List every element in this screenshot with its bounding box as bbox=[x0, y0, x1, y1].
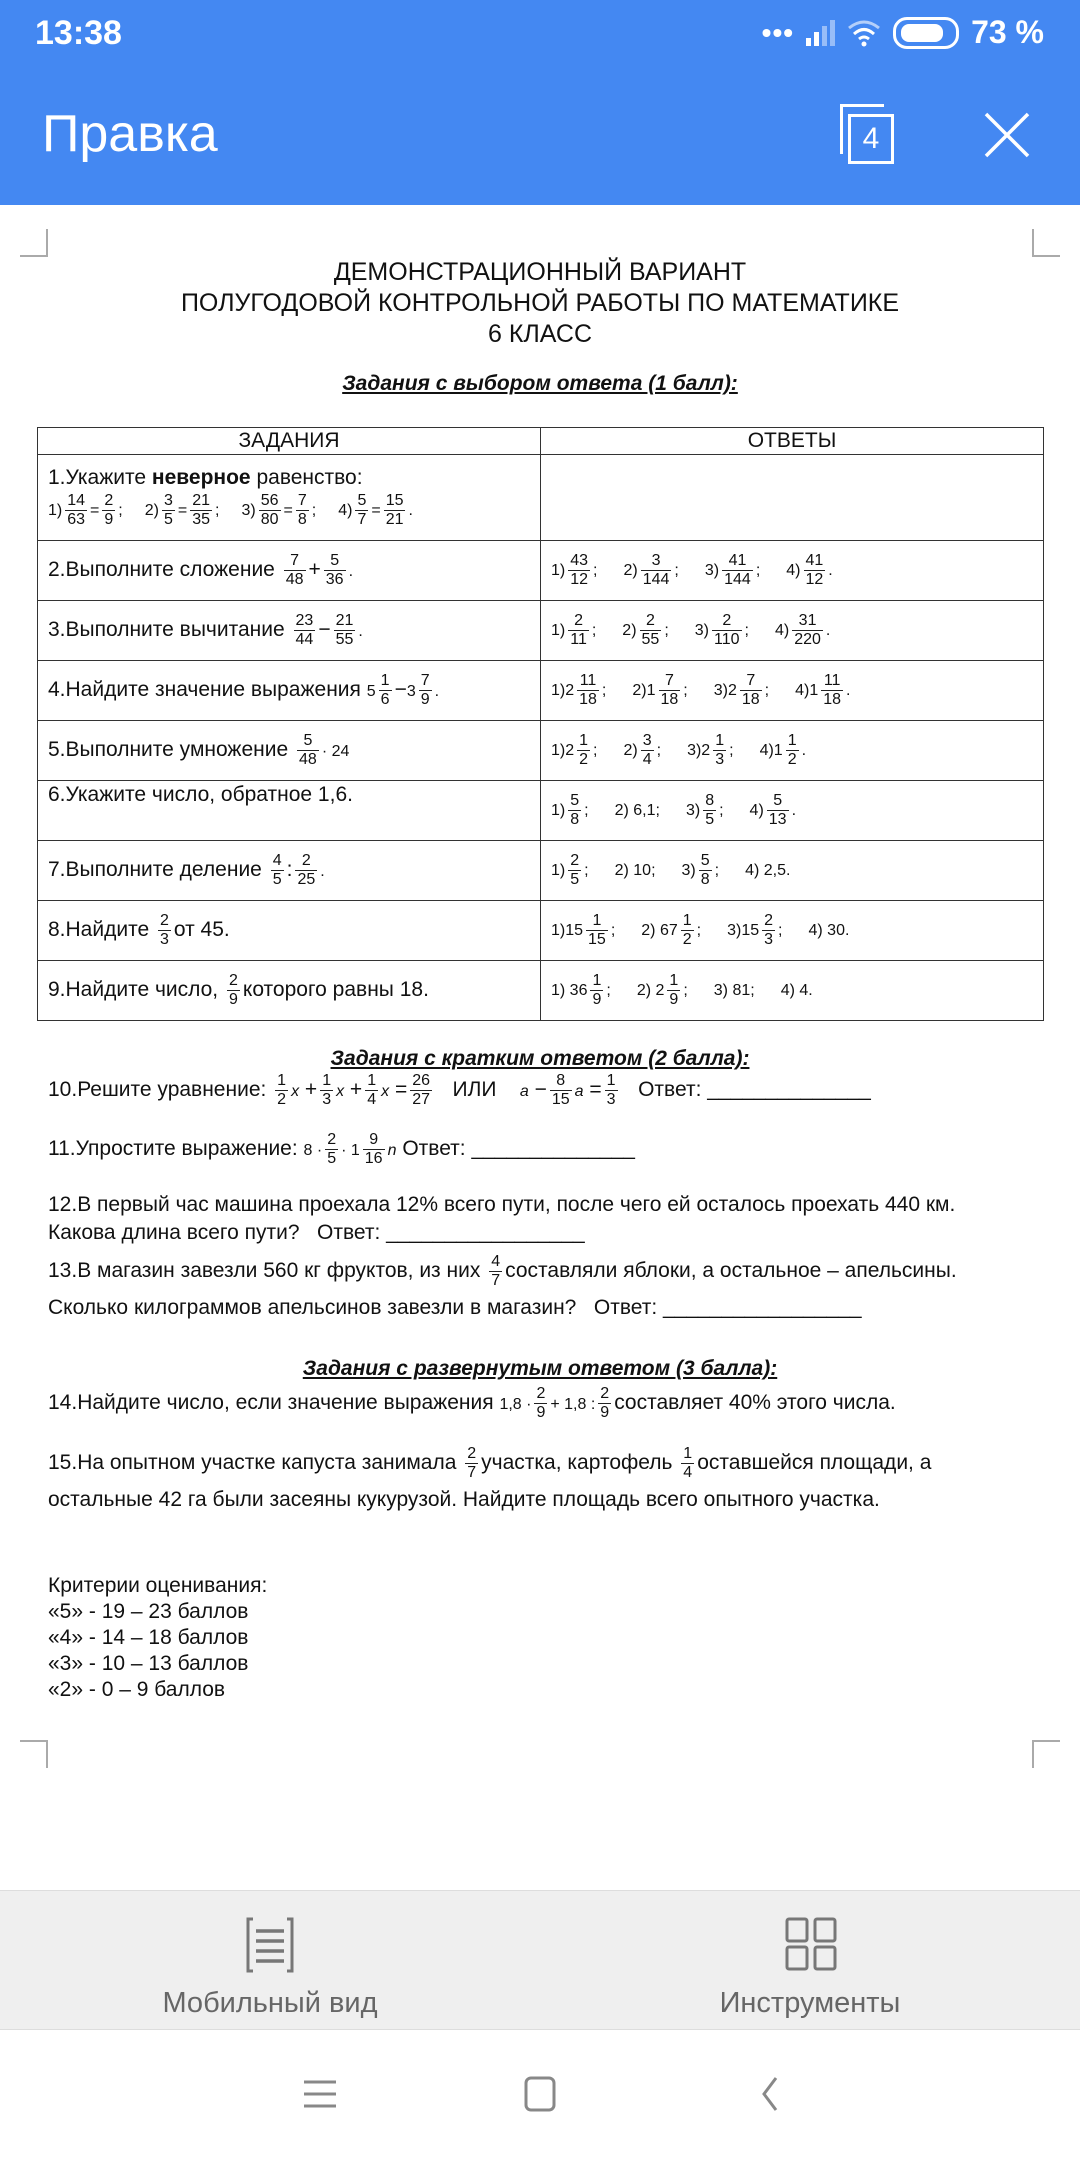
table-row: 3.Выполните вычитание $\frac{23}{44}$ − $\frac{21}{55}$ . 1) $\frac{2}{11}$ ; 2) $\frac{2}{55}$ ; 3) $\frac{2}{110}$ ; 4) $\frac{31}{220}$ . bbox=[38, 601, 1044, 661]
column-header-tasks: ЗАДАНИЯ bbox=[38, 428, 541, 455]
answer-option: 2) $\frac{2}{55}$ ; bbox=[622, 612, 669, 648]
more-dots-icon: ••• bbox=[761, 16, 795, 48]
answer-option: 2) $\frac{3}{144}$ ; bbox=[623, 552, 679, 588]
task-11: 11.Упростите выражение: 8 · $\frac{2}{5}$ · 1 $\frac{9}{16}$ n Ответ: ______________ bbox=[48, 1131, 635, 1167]
system-nav-bar bbox=[0, 2030, 1080, 2160]
task-text: 6.Укажите число, обратное 1,6. bbox=[48, 783, 353, 806]
answer-option: 2)1 $\frac{7}{18}$ ; bbox=[632, 672, 688, 708]
tools-label: Инструменты bbox=[719, 1987, 901, 2019]
criteria-item: «2» - 0 – 9 баллов bbox=[48, 1678, 226, 1701]
status-time: 13:38 bbox=[35, 14, 122, 52]
answer-options bbox=[551, 732, 1033, 769]
bottom-toolbar bbox=[0, 1890, 1080, 2030]
table-row: 7.Выполните деление $\frac{4}{5}$ : $\frac{2}{25}$ . 1) $\frac{2}{5}$ ; 2) 10; 3) $\frac{5}{8}$ ; 4) 2,5. bbox=[38, 841, 1044, 901]
answers-cell bbox=[541, 455, 1044, 541]
mobile-view-label: Мобильный вид bbox=[162, 1987, 378, 2019]
task-text-bold: неверное bbox=[151, 466, 251, 489]
task-13: 13.В магазин завезли 560 кг фруктов, из них $\frac{4}{7}$ составляли яблоки, а остальное – апельсины. Сколько килограммов апельсинов завезли в магазин? Ответ: _________________ bbox=[48, 1253, 957, 1319]
answer-options bbox=[551, 792, 1033, 829]
answer-option: 4) 4. bbox=[780, 981, 813, 999]
task-text: 3.Выполните вычитание bbox=[48, 618, 285, 642]
answer-blank[interactable]: Ответ: _________________ bbox=[317, 1221, 585, 1244]
mobile-view-icon bbox=[245, 1917, 295, 1973]
task-text: составляет 40% этого числа. bbox=[614, 1391, 896, 1415]
answer-option: 4) $\frac{5}{13}$ . bbox=[749, 792, 797, 828]
option: 1) $\frac{14}{63}$ = $\frac{2}{9}$ ; bbox=[48, 492, 123, 528]
section-title-extended: Задания с развернутым ответом (3 балла): bbox=[302, 1357, 778, 1380]
menu-icon[interactable] bbox=[300, 2074, 340, 2114]
answer-option: 1) $\frac{2}{5}$ ; bbox=[551, 852, 589, 888]
tools-grid-icon bbox=[785, 1917, 837, 1971]
answer-options bbox=[551, 552, 1033, 589]
answer-option: 3)2 $\frac{7}{18}$ ; bbox=[713, 672, 770, 708]
document-heading bbox=[0, 257, 1080, 350]
heading-line: ПОЛУГОДОВОЙ КОНТРОЛЬНОЙ РАБОТЫ ПО МАТЕМАТИКЕ bbox=[180, 289, 900, 317]
answer-option: 3) $\frac{8}{5}$ ; bbox=[685, 792, 724, 828]
answer-option: 2) 6,1; bbox=[614, 801, 660, 819]
answer-options bbox=[551, 672, 1033, 709]
table-row bbox=[38, 781, 1044, 841]
grading-criteria bbox=[48, 1573, 267, 1703]
signal-icon bbox=[806, 20, 835, 46]
table-row: 8.Найдите $\frac{2}{3}$ от 45. 1)15 $\frac{1}{15}$ ; 2) 67 $\frac{1}{2}$ ; 3)15 $\frac{2}{3}$ ; 4) 30. bbox=[38, 901, 1044, 961]
task-text: 8.Найдите bbox=[48, 918, 150, 942]
tools-button[interactable] bbox=[610, 1891, 1010, 2031]
task-text: 10.Решите уравнение: bbox=[48, 1078, 267, 1102]
task-text: составляли яблоки, а остальное – апельсины. bbox=[505, 1259, 957, 1283]
task-text: 11.Упростите выражение: bbox=[48, 1137, 298, 1161]
answer-option: 4) 30. bbox=[808, 921, 850, 939]
answer-blank[interactable]: Ответ: ______________ bbox=[638, 1078, 871, 1102]
task-text: 9.Найдите число, bbox=[48, 978, 219, 1002]
mobile-view-button[interactable] bbox=[70, 1891, 470, 2031]
page-corner-mark bbox=[20, 1740, 48, 1768]
answer-option: 3) $\frac{5}{8}$ ; bbox=[681, 852, 720, 888]
task-15: 15.На опытном участке капуста занимала $\frac{2}{7}$ участка, картофель $\frac{1}{4}$ оставшейся площади, а остальные 42 га были засеяны кукурузой. Найдите площадь всего опытного участка. bbox=[48, 1445, 931, 1514]
task-text: остальные 42 га были засеяны кукурузой. Найдите площадь всего опытного участка. bbox=[48, 1488, 880, 1511]
task-text: участка, картофель bbox=[481, 1451, 673, 1475]
answer-options bbox=[551, 972, 1033, 1009]
task-text: 1.Укажите bbox=[48, 466, 152, 489]
answer-option: 1)2 $\frac{11}{18}$ ; bbox=[551, 672, 607, 708]
table-row: 4.Найдите значение выражения 5 $\frac{1}{6}$ −3 $\frac{7}{9}$ . 1)2 $\frac{11}{18}$ ; 2)1 $\frac{7}{18}$ ; 3)2 $\frac{7}{18}$ ; 4)1 $\frac{11}{18}$ . bbox=[38, 661, 1044, 721]
answer-blank[interactable]: Ответ: _________________ bbox=[593, 1296, 862, 1319]
criteria-title: Критерии оценивания: bbox=[48, 1574, 268, 1597]
table-row bbox=[38, 455, 1044, 541]
battery-icon bbox=[893, 17, 959, 49]
answer-option: 3)15 $\frac{2}{3}$ ; bbox=[727, 912, 783, 948]
task-14: 14.Найдите число, если значение выражения 1,8 · $\frac{2}{9}$ + 1,8 : $\frac{2}{9}$ составляет 40% этого числа. bbox=[48, 1385, 896, 1421]
option: 4) $\frac{5}{7}$ = $\frac{15}{21}$ . bbox=[338, 492, 413, 528]
answer-option: 3)2 $\frac{1}{3}$ ; bbox=[687, 732, 734, 768]
task-text: оставшейся площади, а bbox=[697, 1451, 932, 1475]
answer-option: 1) $\frac{5}{8}$ ; bbox=[551, 792, 589, 828]
answer-option: 2) 10; bbox=[614, 861, 656, 879]
page-corner-mark bbox=[20, 229, 48, 257]
table-row: 2.Выполните сложение $\frac{7}{48}$ + $\frac{5}{36}$ . 1) $\frac{43}{12}$ ; 2) $\frac{3}{144}$ ; 3) $\frac{41}{144}$ ; 4) $\frac{41}{12}$ . bbox=[38, 541, 1044, 601]
option: 2) $\frac{3}{5}$ = $\frac{21}{35}$ ; bbox=[144, 492, 220, 528]
criteria-item: «3» - 10 – 13 баллов bbox=[48, 1652, 249, 1675]
page-corner-mark bbox=[1032, 229, 1060, 257]
answer-option: 4)1 $\frac{1}{2}$ . bbox=[759, 732, 807, 768]
answer-option: 2) 67 $\frac{1}{2}$ ; bbox=[641, 912, 702, 948]
task-text: 14.Найдите число, если значение выражения bbox=[48, 1391, 494, 1415]
task-text: 5.Выполните умножение bbox=[48, 738, 289, 762]
section-title-short: Задания с кратким ответом (2 балла): bbox=[330, 1047, 750, 1070]
answer-option: 1)2 $\frac{1}{2}$ ; bbox=[551, 732, 598, 768]
criteria-item: «5» - 19 – 23 баллов bbox=[48, 1600, 249, 1623]
task-text: 15.На опытном участке капуста занимала bbox=[48, 1451, 457, 1475]
status-bar bbox=[0, 0, 1080, 70]
home-icon[interactable] bbox=[520, 2074, 560, 2114]
heading-line: 6 КЛАСС bbox=[487, 320, 593, 348]
answer-option: 1)15 $\frac{1}{15}$ ; bbox=[551, 912, 616, 948]
answer-option: 3) $\frac{2}{110}$ ; bbox=[694, 612, 749, 648]
task-text: Какова длина всего пути? bbox=[48, 1221, 300, 1244]
answer-option: 2) $\frac{3}{4}$ ; bbox=[623, 732, 662, 768]
answer-options bbox=[551, 612, 1033, 649]
answer-blank[interactable]: Ответ: ______________ bbox=[402, 1137, 635, 1161]
answer-option: 4) $\frac{41}{12}$ . bbox=[786, 552, 833, 588]
table-row: 5.Выполните умножение $\frac{5}{48}$ · 24 1)2 $\frac{1}{2}$ ; 2) $\frac{3}{4}$ ; 3)2 $\frac{1}{3}$ ; 4)1 $\frac{1}{2}$ . bbox=[38, 721, 1044, 781]
column-header-answers: ОТВЕТЫ bbox=[541, 428, 1044, 455]
task-options bbox=[48, 492, 530, 529]
answer-option: 1) $\frac{43}{12}$ ; bbox=[551, 552, 598, 588]
criteria-item: «4» - 14 – 18 баллов bbox=[48, 1626, 249, 1649]
tasks-table bbox=[37, 427, 1044, 1021]
heading-line: ДЕМОНСТРАЦИОННЫЙ ВАРИАНТ bbox=[333, 258, 747, 286]
answer-options bbox=[551, 852, 1033, 889]
option: 3) $\frac{56}{80}$ = $\frac{7}{8}$ ; bbox=[241, 492, 317, 528]
close-icon[interactable] bbox=[982, 110, 1032, 160]
answer-option: 1) $\frac{2}{11}$ ; bbox=[551, 612, 597, 648]
answer-option: 1) 36 $\frac{1}{9}$ ; bbox=[551, 972, 611, 1008]
pages-count: 4 bbox=[848, 114, 894, 164]
page-corner-mark bbox=[1032, 1740, 1060, 1768]
task-text: 7.Выполните деление bbox=[48, 858, 262, 882]
task-text: 2.Выполните сложение bbox=[48, 558, 275, 582]
task-12 bbox=[48, 1191, 955, 1247]
pages-button[interactable] bbox=[840, 104, 898, 164]
document-page[interactable] bbox=[0, 205, 1080, 1890]
battery-percent: 73 % bbox=[971, 14, 1044, 50]
answer-option: 4) $\frac{31}{220}$ . bbox=[774, 612, 831, 648]
task-text: Сколько килограммов апельсинов завезли в магазин? bbox=[48, 1296, 577, 1319]
answer-options bbox=[551, 912, 1033, 949]
task-10: 10.Решите уравнение: $\frac{1}{2}$ x + $\frac{1}{3}$ x + $\frac{1}{4}$ x = $\frac{26}{27}$ ИЛИ a − $\frac{8}{15}$ a = $\frac{1}{3}$ Ответ: ______________ bbox=[48, 1072, 871, 1108]
answer-option: 3) $\frac{41}{144}$ ; bbox=[704, 552, 761, 588]
section-title-choice: Задания с выбором ответа (1 балл): bbox=[342, 372, 738, 395]
table-row: 9.Найдите число, $\frac{2}{9}$ которого равны 18. 1) 36 $\frac{1}{9}$ ; 2) 2 $\frac{1}{9}$ ; 3) 81; 4) 4. bbox=[38, 961, 1044, 1021]
task-text: 4.Найдите значение выражения bbox=[48, 678, 361, 702]
answer-option: 3) 81; bbox=[713, 981, 755, 999]
wifi-icon bbox=[847, 19, 881, 47]
or-text: ИЛИ bbox=[452, 1078, 497, 1102]
task-text: 12.В первый час машина проехала 12% всего пути, после чего ей осталось проехать 440 км. bbox=[48, 1193, 956, 1216]
answer-option: 4)1 $\frac{11}{18}$ . bbox=[795, 672, 851, 708]
task-text: равенство: bbox=[250, 466, 363, 489]
answer-option: 2) 2 $\frac{1}{9}$ ; bbox=[636, 972, 688, 1008]
page-title: Правка bbox=[42, 105, 218, 163]
app-bar bbox=[0, 0, 1080, 205]
answer-option: 4) 2,5. bbox=[745, 861, 791, 879]
task-text: 13.В магазин завезли 560 кг фруктов, из них bbox=[48, 1259, 481, 1283]
back-icon[interactable] bbox=[750, 2074, 790, 2114]
